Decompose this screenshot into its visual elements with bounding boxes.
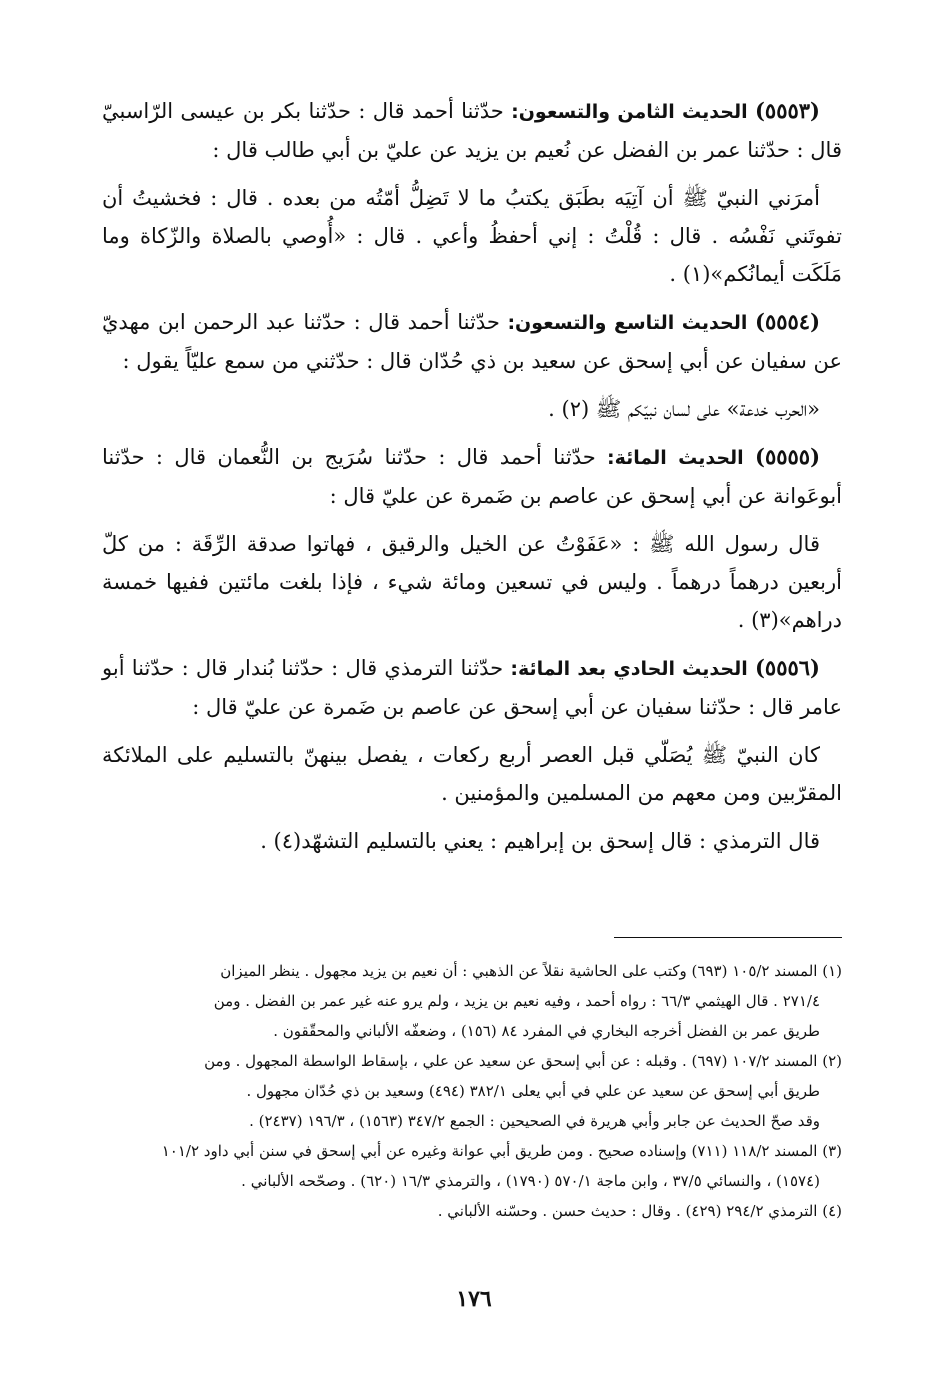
hadith-number: (٥٥٥٥) — [755, 444, 821, 469]
hadith-title: الحديث التاسع والتسعون: — [507, 312, 748, 334]
footnote-3 — [102, 1136, 842, 1196]
hadith-title: الحديث المائة: — [607, 447, 744, 469]
footnote-line: (٢) المسند ١٠٧/٢ (٦٩٧) . وقبله : عن أبي إسحق عن سعيد عن علي ، بإسقاط الواسطة المجهول . ومن — [204, 1052, 842, 1070]
footnote-line: وقد صحّ الحديث عن جابر وأبي هريرة في الصحيحين : الجمع ٣٤٧/٢ (١٥٦٣) ، ١٩٦/٣ (٢٤٣٧) . — [249, 1112, 820, 1130]
hadith-5555-header — [102, 438, 842, 515]
footnote-line: ٢٧١/٤ . قال الهيثمي ٦٦/٣ : رواه أحمد ، وفيه نعيم بن يزيد ، ولم يرو عنه غير عمر بن الفضل . ومن — [213, 992, 820, 1010]
footnote-4 — [102, 1196, 842, 1226]
hadith-5554-header — [102, 303, 842, 380]
hadith-number: (٥٥٥٤) — [755, 309, 820, 334]
hadith-chain: حدّثنا أحمد قال : حدّثنا عبد الرحمن ابن مهديّ عن سفيان عن أبي إسحق عن سعيد بن ذي حُدّان قال : حدّثني من سمع عليّاً يقول : — [102, 310, 842, 373]
main-text — [102, 92, 842, 860]
hadith-chain: حدّثنا أحمد قال : حدّثنا سُرَيج بن النُّعمان قال : حدّثنا أبوعَوانة عن أبي إسحق عن عاصم بن ضَمرة عن عليّ قال : — [102, 445, 842, 508]
footnote-line: (١٥٧٤) ، والنسائي ٣٧/٥ ، وابن ماجة ٥٧٠/١ (١٧٩٠) ، والترمذي ١٦/٣ (٦٢٠) . وصحّحه الألباني . — [241, 1172, 820, 1190]
footnote-line: (٣) المسند ١١٨/٢ (٧١١) وإسناده صحيح . ومن طريق أبي عوانة وغيره عن أبي إسحق في سنن أبي داود ١٠١/٢ — [161, 1142, 842, 1160]
hadith-5554-matn: «الحرب خدعة» على لسان نبيّكم ﷺ (٢) . — [548, 397, 820, 421]
footnote-separator — [614, 937, 842, 938]
hadith-title: الحديث الحادي بعد المائة: — [510, 658, 748, 680]
hadith-5555-matn: قال رسول الله ﷺ : «عَفَوْتُ عن الخيل والرقيق ، فهاتوا صدقة الرِّقَة : من كلّ أربعين درهماً درهماً . وليس في تسعين ومائة شيء ، فإذا بلغت مائتين ففيها خمسة دراهم»(٣) . — [102, 532, 842, 632]
footnote-line: (٤) الترمذي ٢٩٤/٢ (٤٢٩) . وقال : حديث حسن . وحسّنه الألباني . — [437, 1202, 842, 1220]
hadith-5553-header — [102, 92, 842, 169]
hadith-5553-matn: أمرَني النبيّ ﷺ أن آتِيَه بطَبَق يكتبُ ما لا تَضِلُّ أمّتُه من بعده . قال : فخشيتُ أن تفوتَني نَفْسُه . قال : قُلْتُ : إني أحفظُ وأعي . قال : «أُوصي بالصلاة والزّكاة وما مَلَكَت أيمانُكم»(١) . — [102, 186, 842, 286]
tirmidhi-comment: قال الترمذي : قال إسحق بن إبراهيم : يعني بالتسليم التشهّد(٤) . — [260, 829, 820, 853]
hadith-number: (٥٥٥٦) — [754, 655, 820, 680]
footnote-2 — [102, 1046, 842, 1136]
footnotes — [102, 956, 842, 1226]
hadith-5556-matn: كان النبيّ ﷺ يُصَلّي قبل العصر أربع ركعات ، يفصل بينهنّ بالتسليم على الملائكة المقرّبين ومن معهم من المسلمين والمؤمنين . — [102, 743, 842, 805]
hadith-5556-header — [102, 649, 842, 726]
hadith-chain: حدّثنا أحمد قال : حدّثنا بكر بن عيسى الرّاسبيّ قال : حدّثنا عمر بن الفضل عن نُعيم بن يزيد عن عليّ بن أبي طالب قال : — [102, 99, 842, 162]
hadith-number: (٥٥٥٣) — [754, 98, 820, 123]
footnote-line: (١) المسند ١٠٥/٢ (٦٩٣) وكتب على الحاشية نقلاً عن الذهبي : أن نعيم بن يزيد مجهول . ينظر الميزان — [220, 962, 842, 980]
footnote-line: طريق عمر بن الفضل أخرجه البخاري في المفرد ٨٤ (١٥٦) ، وضعفّه الألباني والمحقّقون . — [273, 1022, 820, 1040]
footnote-1 — [102, 956, 842, 1046]
footnote-line: طريق أبي إسحق عن سعيد عن علي في أبي يعلى ٣٨٢/١ (٤٩٤) وسعيد بن ذي حُدّان مجهول . — [246, 1082, 820, 1100]
page-number: ١٧٦ — [456, 1286, 492, 1312]
hadith-title: الحديث الثامن والتسعون: — [511, 101, 748, 123]
hadith-chain: حدّثنا الترمذي قال : حدّثنا بُندار قال : حدّثنا أبو عامر قال : حدّثنا سفيان عن أبي إسحق عن عاصم بن ضَمرة عن عليّ قال : — [102, 656, 842, 719]
